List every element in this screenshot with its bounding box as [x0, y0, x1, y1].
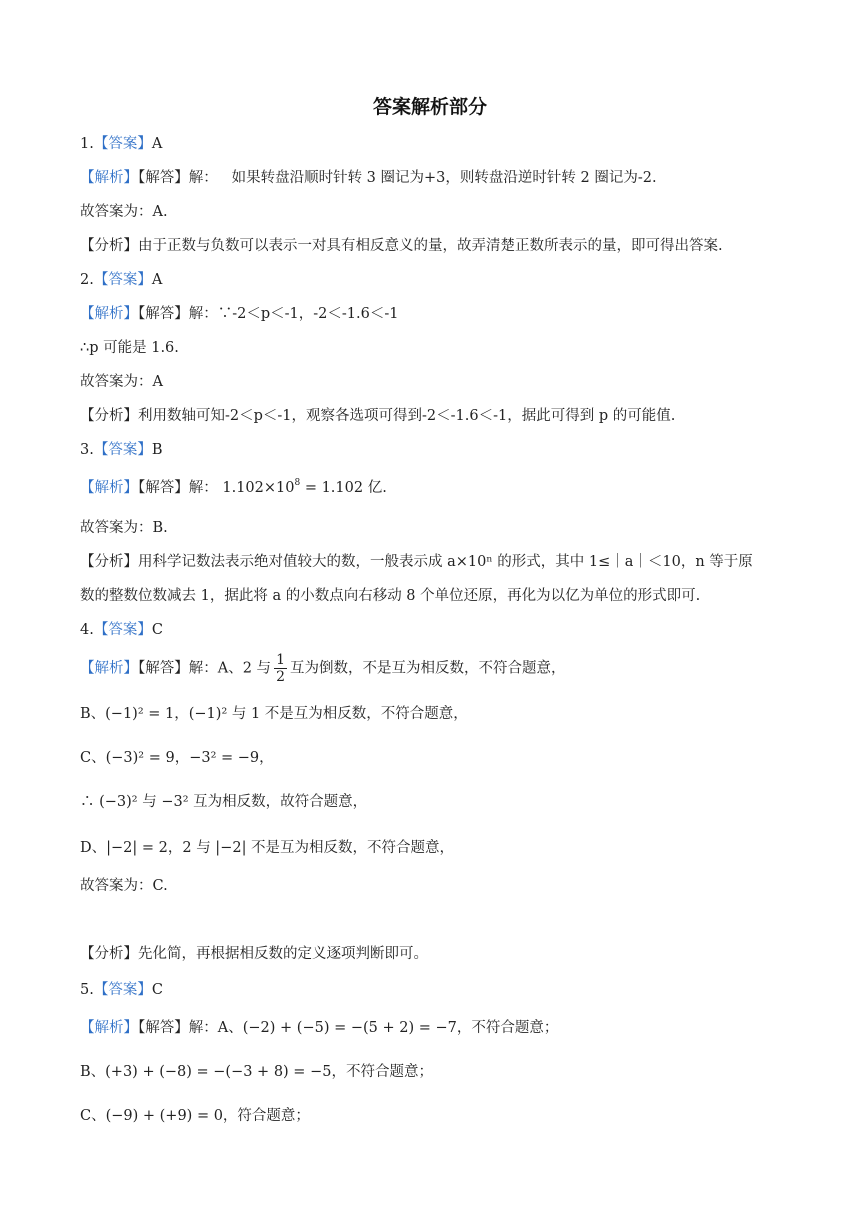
q1-fenxi-tag: 【分析】 [80, 238, 138, 254]
q4-fraction-numerator: 1 [276, 652, 285, 668]
q4-fenxi-tag: 【分析】 [80, 946, 138, 962]
q3-solution-line [80, 478, 387, 498]
q4-answer: C [151, 622, 163, 638]
q4-option-a-line [80, 652, 565, 685]
q4-option-b-line: B、(−1)² = 1，(−1)² 与 1 不是互为相反数，不符合题意， [80, 706, 468, 722]
q4-therefore-line: ∴ (−3)² 与 −3² 互为相反数，故符合题意， [80, 794, 368, 810]
q1-solution-line [80, 168, 657, 188]
q4-number: 4. [80, 622, 94, 638]
q5-number: 5. [80, 982, 94, 998]
q5-jieda-tag: 【解答】解：A、 [138, 1020, 243, 1036]
q4-option-a-text: 互为倒数，不是互为相反数，不符合题意， [289, 660, 566, 677]
q3-number: 3. [80, 442, 94, 458]
q4-answer-line [80, 620, 163, 640]
q3-jieda-tag: 【解答】解： [138, 480, 218, 496]
q5-answer-tag: 【答案】 [93, 982, 152, 998]
page-title: 答案解析部分 [372, 96, 487, 118]
q2-number: 2. [80, 272, 94, 288]
q3-analysis-1: 用科学记数法表示绝对值较大的数，一般表示成 a×10ⁿ 的形式，其中 1≤｜a｜＜10，n 等于原 [138, 554, 753, 570]
q4-jieda-tag: 【解答】解：A、2 与 [138, 660, 272, 677]
q3-formula-exponent: 8 [294, 478, 301, 488]
q4-answer-tag: 【答案】 [93, 622, 152, 638]
q3-conclusion: 故答案为：B. [80, 520, 168, 536]
q1-solution-body: 如果转盘沿顺时针转 3 圈记为+3，则转盘沿逆时针转 2 圈记为-2. [231, 170, 657, 186]
q3-answer-tag: 【答案】 [93, 442, 152, 458]
q2-jieda-tag: 【解答】解： [138, 306, 218, 322]
q4-analysis-line [80, 944, 428, 964]
q2-conclusion: 故答案为：A [80, 374, 163, 390]
q1-conclusion: 故答案为：A. [80, 204, 168, 220]
q5-jiexi-tag: 【解析】 [80, 1020, 138, 1036]
q4-fraction [274, 652, 287, 685]
q1-answer-tag: 【答案】 [93, 136, 152, 152]
q4-analysis: 先化简，再根据相反数的定义逐项判断即可。 [138, 946, 428, 962]
q4-option-d-line: D、|−2| = 2，2 与 |−2| 不是互为相反数，不符合题意， [80, 840, 455, 856]
q5-answer: C [151, 982, 163, 998]
q2-solution-line [80, 304, 399, 324]
q5-option-b-line: B、(+3) + (−8) = −(−3 + 8) = −5，不符合题意； [80, 1064, 433, 1080]
q2-therefore-line: ∴p 可能是 1.6. [80, 340, 179, 356]
q5-answer-line [80, 980, 163, 1000]
q1-answer: A [151, 136, 163, 152]
q2-analysis: 利用数轴可知-2＜p＜-1，观察各选项可得到-2＜-1.6＜-1，据此可得到 p 的可能值. [138, 408, 676, 424]
q4-fraction-denominator: 2 [276, 669, 285, 685]
q1-jieda-tag: 【解答】解： [138, 170, 218, 186]
q1-jiexi-tag: 【解析】 [80, 170, 138, 186]
q3-formula-base: 1.102×10 [222, 480, 295, 496]
q2-jiexi-tag: 【解析】 [80, 306, 138, 322]
q4-conclusion: 故答案为：C. [80, 878, 168, 894]
q4-jiexi-tag: 【解析】 [80, 660, 138, 677]
q2-answer-tag: 【答案】 [93, 272, 152, 288]
q3-fenxi-tag: 【分析】 [80, 554, 138, 570]
q2-solution-body: ∵-2＜p＜-1，-2＜-1.6＜-1 [217, 306, 399, 322]
q5-option-c-line: C、(−9) + (+9) = 0，符合题意； [80, 1108, 310, 1124]
q3-analysis-line-2: 数的整数位数减去 1，据此将 a 的小数点向右移动 8 个单位还原，再化为以亿为单位的形式即可. [80, 588, 701, 604]
q2-fenxi-tag: 【分析】 [80, 408, 138, 424]
q2-answer-line [80, 270, 162, 290]
q1-number: 1. [80, 136, 94, 152]
q5-option-a-line [80, 1018, 558, 1038]
q3-analysis-line-1 [80, 552, 753, 572]
q3-jiexi-tag: 【解析】 [80, 480, 138, 496]
q4-option-c-line: C、(−3)² = 9，−3² = −9， [80, 750, 274, 766]
q2-answer: A [151, 272, 163, 288]
q1-answer-line [80, 134, 162, 154]
q3-answer: B [151, 442, 163, 458]
q5-option-a-text: (−2) + (−5) = −(5 + 2) = −7，不符合题意； [242, 1020, 559, 1036]
q2-analysis-line [80, 406, 675, 426]
q1-analysis: 由于正数与负数可以表示一对具有相反意义的量，故弄清楚正数所表示的量，即可得出答案. [138, 238, 723, 254]
q1-analysis-line [80, 236, 723, 256]
q3-answer-line [80, 440, 163, 460]
q3-formula-result: = 1.102 亿. [300, 480, 387, 496]
